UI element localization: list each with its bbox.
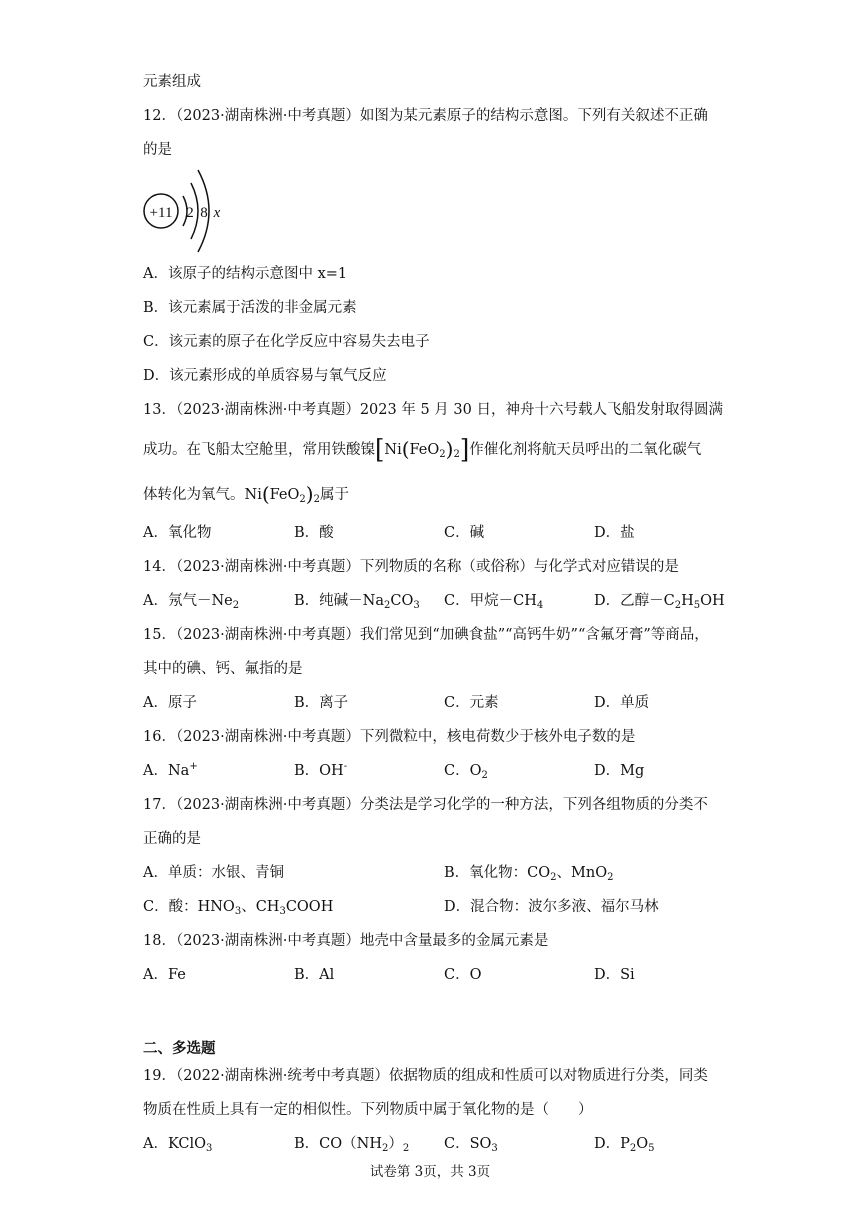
nucleus-charge: +11	[149, 205, 173, 221]
q19-stem-line2: 物质在性质上具有一定的相似性。下列物质中属于氧化物的是（ ）	[143, 1102, 593, 1118]
shell-1-count: 2	[186, 205, 194, 221]
q14-option-d[interactable]: D．乙醇$-C_2H_5OH$	[594, 593, 725, 611]
q18-option-c[interactable]: C．O	[444, 967, 482, 983]
q12-option-c[interactable]: C．该元素的原子在化学反应中容易失去电子	[143, 334, 430, 350]
q19-option-d[interactable]: D．$P_2O_5$	[594, 1136, 655, 1154]
q16-option-b[interactable]: B．OH-	[294, 761, 348, 779]
q14-stem: 14．（2023·湖南株洲·中考真题）下列物质的名称（或俗称）与化学式对应错误的是	[143, 559, 679, 575]
q19-option-a[interactable]: A．KClO$_3$	[143, 1136, 213, 1154]
q15-stem-line1: 15．（2023·湖南株洲·中考真题）我们常见到“加碘食盐”“高钙牛奶”“含氟牙膏”等商品，	[143, 627, 709, 643]
q17-option-c[interactable]: C．酸：$HNO_3$、$CH_3COOH$	[143, 899, 334, 917]
q13-option-a[interactable]: A．氧化物	[143, 525, 212, 541]
q17-option-a[interactable]: A．单质：水银、青铜	[143, 865, 284, 881]
atom-structure-diagram	[140, 168, 230, 254]
nickel-ferrite-formula: $[Ni(FeO_2)_2]$	[375, 433, 470, 465]
q12-option-a[interactable]: A．该原子的结构示意图中 x=1	[143, 266, 348, 282]
q15-option-a[interactable]: A．原子	[143, 695, 197, 711]
q16-option-c[interactable]: C．$O_2$	[444, 763, 488, 781]
q13-option-c[interactable]: C．碱	[444, 525, 485, 541]
q12-stem-line2: 的是	[143, 142, 172, 158]
q19-stem-line1: 19．（2022·湖南株洲·统考中考真题）依据物质的组成和性质可以对物质进行分类，同类	[143, 1068, 708, 1084]
q13-line3-text-b: 属于	[319, 487, 349, 503]
section-title: 二、多选题	[143, 1041, 216, 1057]
q13-option-d[interactable]: D．盐	[594, 525, 635, 541]
q16-option-a[interactable]: A．Na+	[143, 761, 198, 779]
q12-stem-line1: 12．（2023·湖南株洲·中考真题）如图为某元素原子的结构示意图。下列有关叙述不正确	[143, 108, 708, 124]
shell-2-count: 8	[200, 205, 208, 221]
q18-option-a[interactable]: A．Fe	[143, 967, 186, 983]
nickel-ferrite-formula-2: $Ni(FeO_2)_2$	[244, 482, 320, 506]
q14-option-a[interactable]: A．氖气$-Ne_2$	[143, 593, 240, 611]
q17-option-b[interactable]: B．氧化物：$CO_2$、MnO$_2$	[444, 865, 614, 883]
q16-stem: 16．（2023·湖南株洲·中考真题）下列微粒中，核电荷数少于核外电子数的是	[143, 729, 636, 745]
q13-stem-line3	[143, 484, 349, 505]
q19-option-c[interactable]: C．$SO_3$	[444, 1136, 498, 1154]
q13-line3-text-a: 体转化为氧气。	[143, 487, 245, 503]
continued-text: 元素组成	[143, 74, 201, 90]
q17-option-d[interactable]: D．混合物：波尔多液、福尔马林	[444, 899, 659, 915]
q13-line2-text-a: 成功。在飞船太空舱里，常用铁酸镍	[143, 442, 375, 458]
q15-option-b[interactable]: B．离子	[294, 695, 349, 711]
q18-option-b[interactable]: B．Al	[294, 967, 335, 983]
q15-option-d[interactable]: D．单质	[594, 695, 650, 711]
q15-stem-line2: 其中的碘、钙、氟指的是	[143, 661, 303, 677]
q14-option-c[interactable]: C．甲烷$-CH_4$	[444, 593, 544, 611]
q15-option-c[interactable]: C．元素	[444, 695, 499, 711]
q13-line2-text-b: 作催化剂将航天员呼出的二氧化碳气	[469, 442, 702, 458]
q18-stem: 18．（2023·湖南株洲·中考真题）地壳中含量最多的金属元素是	[143, 933, 549, 949]
q13-stem-line2	[143, 433, 702, 465]
q18-option-d[interactable]: D．Si	[594, 967, 635, 983]
q13-stem-line1: 13．（2023·湖南株洲·中考真题）2023 年 5 月 30 日，神舟十六号载人飞船发射取得圆满	[143, 402, 723, 418]
q17-stem-line1: 17．（2023·湖南株洲·中考真题）分类法是学习化学的一种方法，下列各组物质的分类不	[143, 797, 708, 813]
q16-option-d[interactable]: D．Mg	[594, 763, 645, 779]
q12-option-d[interactable]: D．该元素形成的单质容易与氧气反应	[143, 368, 387, 384]
q13-option-b[interactable]: B．酸	[294, 525, 334, 541]
q17-stem-line2: 正确的是	[143, 831, 201, 847]
q14-option-b[interactable]: B．纯碱$-Na_2CO_3$	[294, 593, 420, 611]
page-footer: 试卷第 3页，共 3页	[369, 1164, 491, 1180]
q12-option-b[interactable]: B．该元素属于活泼的非金属元素	[143, 300, 357, 316]
q19-option-b[interactable]: B．$CO(NH_2)_2$	[294, 1136, 410, 1154]
shell-3-count: x	[213, 205, 221, 221]
